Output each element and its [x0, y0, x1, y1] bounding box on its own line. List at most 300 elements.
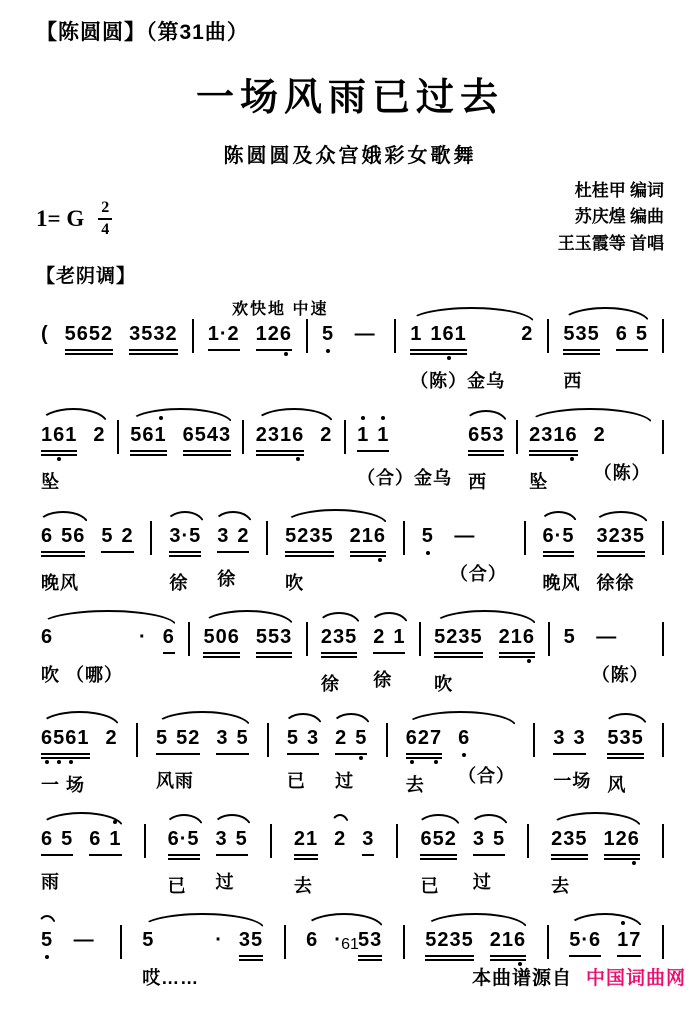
lyric: 已	[286, 771, 306, 792]
note: 5	[422, 524, 434, 548]
notes	[256, 322, 292, 351]
measure	[415, 827, 510, 896]
note-group	[139, 625, 147, 685]
notes	[216, 726, 248, 755]
note: 5	[286, 727, 299, 750]
note: 3	[575, 323, 588, 346]
notes	[357, 423, 389, 452]
note-group	[458, 726, 515, 786]
note: 5	[203, 626, 216, 649]
notes	[543, 524, 575, 557]
song-subtitle: 陈圆圆及众宫娥彩女歌舞	[223, 145, 477, 167]
note: 6	[182, 424, 195, 447]
note: 5	[345, 626, 358, 649]
note-group	[41, 726, 90, 795]
note: 5	[141, 323, 154, 346]
notes	[350, 322, 380, 346]
notes	[563, 322, 599, 355]
note: 2	[227, 323, 240, 346]
note: 5	[632, 525, 646, 548]
source-line	[472, 963, 686, 990]
note: 6	[589, 929, 602, 952]
note: 5	[321, 525, 334, 548]
note-group	[203, 625, 239, 694]
measure	[558, 322, 653, 391]
note-group	[41, 625, 123, 685]
notes	[616, 322, 648, 351]
notes	[420, 827, 456, 860]
note-group	[499, 625, 535, 694]
barline	[242, 420, 244, 454]
barline	[524, 521, 526, 555]
score-line	[36, 524, 664, 598]
note: ·	[334, 929, 342, 952]
note: 1	[410, 323, 423, 346]
note: 3	[370, 929, 383, 952]
note: 3	[553, 727, 566, 750]
notes	[203, 625, 239, 658]
notes	[607, 726, 643, 759]
note: 2	[444, 828, 457, 851]
lyric: 去	[551, 876, 571, 897]
note: 2	[608, 525, 621, 548]
notes	[592, 625, 622, 649]
notes	[335, 726, 367, 755]
note: 3	[492, 424, 505, 447]
note: 5	[425, 929, 438, 952]
note: 2	[297, 525, 310, 548]
note: 5	[575, 828, 588, 851]
barline	[267, 723, 269, 757]
notes	[553, 726, 585, 755]
note-group	[604, 827, 640, 896]
note: 2	[188, 727, 201, 750]
note: 2	[334, 828, 347, 851]
barline	[270, 824, 272, 858]
octave-dot-above	[381, 416, 385, 420]
note: 2	[615, 828, 628, 851]
note: 5	[607, 727, 620, 750]
note: 5	[631, 727, 644, 750]
octave-dot-below	[69, 760, 73, 764]
barline	[533, 723, 535, 757]
measure	[289, 827, 380, 896]
note: 1	[207, 323, 220, 346]
dash-note: —	[354, 323, 376, 346]
notes	[551, 827, 587, 860]
octave-dot-above	[159, 416, 163, 420]
note: 2	[593, 424, 606, 447]
note-group	[130, 423, 166, 492]
note: 6	[523, 625, 535, 649]
measure	[151, 726, 254, 791]
note: 6	[41, 726, 53, 750]
note-group	[320, 423, 332, 483]
note-group	[168, 827, 200, 896]
dash-note: —	[596, 626, 618, 649]
note: 6	[542, 525, 555, 548]
notes	[256, 625, 292, 658]
fraction-bar	[98, 218, 112, 220]
notes	[41, 625, 53, 649]
series-label: 【陈圆圆】（第31曲）	[36, 21, 249, 44]
note: 2	[521, 323, 534, 346]
barline	[662, 521, 664, 555]
note: 6	[442, 322, 454, 346]
measure	[36, 827, 127, 892]
note-group	[564, 625, 576, 685]
measure	[429, 625, 540, 694]
note: 6	[73, 525, 86, 548]
note-group	[93, 423, 105, 483]
note: 1	[41, 424, 54, 447]
note: 3	[218, 424, 232, 447]
lyric: 吹	[285, 573, 305, 594]
song-title: 一场风雨已过去	[195, 74, 504, 119]
octave-dot-below	[45, 955, 49, 959]
measure	[405, 322, 538, 391]
notes	[362, 827, 374, 856]
note-group	[169, 524, 201, 593]
barline	[306, 319, 308, 353]
note: 6	[41, 525, 54, 548]
note: 2	[373, 626, 386, 649]
barline	[403, 521, 405, 555]
lyric: 徐	[373, 670, 393, 691]
note: 3	[309, 525, 322, 548]
tempo-marking: 欢快地 中速	[232, 301, 329, 319]
measure	[36, 322, 183, 391]
notes	[285, 524, 334, 557]
score	[36, 301, 664, 1002]
note: 2	[417, 727, 430, 750]
note: 2	[320, 626, 333, 649]
note-group	[350, 524, 386, 593]
notes	[41, 827, 73, 856]
note: 6	[566, 423, 578, 447]
octave-dot-below	[632, 861, 636, 865]
note: 5	[492, 828, 506, 851]
note: 4	[206, 424, 219, 447]
notes	[294, 827, 318, 860]
measure	[280, 524, 391, 593]
note: 5	[61, 828, 74, 851]
notes	[594, 423, 606, 447]
note: 2	[446, 626, 459, 649]
meta-row	[36, 178, 664, 257]
note: 3	[362, 828, 375, 851]
note: 6	[468, 424, 481, 447]
note: 7	[629, 929, 642, 952]
lyric: 去	[293, 876, 313, 897]
note-group	[294, 827, 318, 896]
barline	[144, 824, 146, 858]
lyric: 吹 （哪）	[41, 665, 124, 686]
note-group	[321, 625, 357, 694]
note: 6	[162, 626, 175, 649]
note: 3	[541, 424, 554, 447]
credit-singer: 王玉霞等 首唱	[557, 233, 664, 253]
note: 5	[187, 828, 200, 851]
lyric: 晚风	[542, 573, 581, 594]
note: 2	[101, 323, 114, 346]
key-signature	[36, 200, 112, 238]
note-group	[322, 322, 334, 382]
lyric: 过	[335, 771, 355, 792]
note: 2	[320, 424, 333, 447]
note-group	[410, 322, 505, 391]
notes	[564, 625, 576, 649]
notes	[169, 524, 201, 557]
lyric: （合）	[449, 564, 507, 585]
note: 3	[215, 828, 228, 851]
note: 3	[280, 626, 293, 649]
score-line	[36, 726, 664, 800]
note: 5	[480, 424, 493, 447]
source-prefix: 本曲谱源自	[471, 968, 572, 989]
notes	[183, 423, 232, 456]
note: 3	[573, 727, 586, 750]
lyric: 徐	[169, 573, 189, 594]
lyric: 西	[468, 472, 488, 493]
octave-dot-below	[296, 457, 300, 461]
octave-dot-below	[378, 558, 382, 562]
note: 1	[430, 323, 443, 346]
notes	[65, 322, 114, 355]
note: 6	[76, 323, 89, 346]
notes	[106, 726, 118, 750]
lyric: （陈）	[591, 665, 649, 686]
note: 5	[432, 828, 445, 851]
note-group	[65, 322, 114, 391]
notes	[521, 322, 533, 346]
measure	[36, 423, 111, 492]
note-group	[41, 827, 73, 892]
lyric: 一 场	[41, 775, 86, 796]
note: 5	[250, 929, 264, 952]
note: 6	[41, 626, 54, 649]
note-group	[563, 322, 599, 391]
note: ·	[581, 929, 590, 952]
measure	[163, 827, 253, 896]
note-group	[334, 827, 346, 887]
lyric: 雨	[41, 872, 60, 893]
note-group	[335, 726, 367, 791]
barline	[547, 319, 549, 353]
note: 3	[472, 828, 485, 851]
note: 2	[165, 323, 178, 346]
note: 1	[510, 626, 523, 649]
note: 2	[105, 727, 118, 750]
measure	[282, 726, 373, 791]
measure	[316, 625, 411, 694]
barline	[188, 622, 190, 656]
note: 5	[322, 322, 334, 346]
note: 2	[529, 424, 542, 447]
octave-dot-below	[45, 760, 49, 764]
note: 5	[285, 525, 298, 548]
note: 3	[458, 626, 471, 649]
measure	[352, 423, 509, 492]
note: 5	[101, 525, 114, 548]
note: 2	[237, 525, 250, 548]
octave-dot-below	[447, 356, 451, 360]
notes	[287, 726, 319, 755]
lyric: 一场	[553, 771, 592, 792]
note: 3	[332, 626, 346, 649]
notes	[434, 625, 483, 658]
note-group	[41, 423, 77, 492]
notes	[597, 524, 646, 557]
barline	[662, 723, 664, 757]
note-group	[256, 423, 305, 492]
note: 1	[357, 423, 369, 447]
note: 6	[514, 928, 526, 952]
notes	[216, 827, 248, 856]
barline	[136, 723, 138, 757]
note: 5	[461, 929, 474, 952]
notes	[129, 322, 178, 355]
barline	[396, 824, 398, 858]
notes	[468, 423, 504, 456]
score-line	[36, 625, 664, 699]
mode-label: 【老阴调】	[36, 266, 137, 288]
notes	[450, 524, 480, 548]
key-label: 1= G	[36, 206, 85, 231]
note-group	[183, 423, 232, 492]
note: 1	[361, 525, 374, 548]
note-group	[350, 322, 380, 382]
note: 5	[563, 323, 576, 346]
note: 5	[355, 726, 367, 750]
note: 1	[280, 424, 293, 447]
barline	[527, 824, 529, 858]
measure	[198, 625, 297, 694]
notes	[373, 625, 405, 654]
measure	[401, 726, 520, 795]
notes	[217, 524, 249, 553]
lyric: （陈）金乌	[410, 371, 506, 392]
note: 2	[489, 929, 502, 952]
note-group	[422, 524, 434, 584]
note-group	[616, 322, 648, 387]
barline	[662, 824, 664, 858]
note-group	[41, 322, 49, 382]
note-group	[553, 726, 591, 791]
notes	[529, 423, 578, 456]
note-group	[373, 625, 405, 690]
measure	[203, 322, 297, 387]
octave-dot-below	[326, 349, 330, 353]
measure	[251, 423, 338, 492]
note: 3	[449, 929, 462, 952]
note-group	[594, 423, 651, 483]
note: 1	[603, 828, 616, 851]
note-group	[216, 827, 248, 892]
octave-dot-below	[434, 760, 438, 764]
note: 5	[235, 828, 248, 851]
measure	[125, 423, 236, 492]
note: 2	[349, 525, 362, 548]
lyric: 坠	[41, 472, 60, 493]
barline	[266, 521, 268, 555]
note: 3	[238, 929, 251, 952]
barline	[192, 319, 194, 353]
note-group	[473, 827, 505, 892]
note-group	[420, 827, 456, 896]
note: ·	[219, 323, 228, 346]
notes	[93, 423, 105, 447]
note: 1	[454, 323, 467, 346]
note: 1	[109, 827, 121, 851]
barline	[548, 622, 550, 656]
octave-dot-above	[361, 416, 365, 420]
note-group	[163, 625, 175, 690]
notes	[322, 322, 334, 346]
notes	[139, 625, 147, 649]
note: 6	[167, 828, 180, 851]
note-group	[529, 423, 578, 492]
credit-lyricist: 杜桂甲 编词	[574, 181, 664, 200]
note: ·	[215, 929, 223, 952]
notes	[41, 726, 90, 759]
dash-note: —	[454, 525, 476, 548]
note: 1	[553, 424, 566, 447]
octave-dot-below	[410, 760, 414, 764]
note: 2	[93, 424, 106, 447]
measure	[524, 423, 656, 492]
note: 2	[335, 727, 348, 750]
measure	[559, 625, 654, 685]
dash-note: —	[73, 929, 95, 952]
barline	[117, 420, 119, 454]
note: 3	[217, 525, 230, 548]
note: 2	[293, 828, 306, 851]
notes	[604, 827, 640, 860]
note-group	[357, 423, 452, 488]
note-group	[607, 726, 643, 795]
note: 3	[129, 323, 142, 346]
note: 1	[305, 828, 319, 851]
note-group	[285, 524, 334, 593]
note: ·	[179, 828, 188, 851]
note: 6	[89, 828, 102, 851]
note: 6	[628, 827, 640, 851]
measure	[36, 524, 139, 593]
barline	[386, 723, 388, 757]
note: 6	[292, 423, 304, 447]
note: 5	[155, 727, 169, 750]
note: 2	[121, 525, 134, 548]
octave-dot-below	[359, 756, 363, 760]
time-denominator: 4	[101, 221, 110, 238]
note: 6	[615, 323, 628, 346]
note: 5	[88, 323, 102, 346]
measure	[36, 726, 123, 795]
note: 3	[153, 323, 166, 346]
note-group	[434, 625, 483, 694]
lyric: 过	[472, 872, 492, 893]
note: 1	[377, 423, 389, 447]
note-group	[543, 524, 581, 593]
notes	[473, 827, 505, 856]
note: 5	[434, 626, 447, 649]
note-group	[287, 726, 319, 791]
note-group	[468, 423, 504, 492]
source-brand-link[interactable]: 中国词曲网	[585, 968, 686, 989]
barline	[662, 622, 664, 656]
notes	[334, 827, 346, 851]
